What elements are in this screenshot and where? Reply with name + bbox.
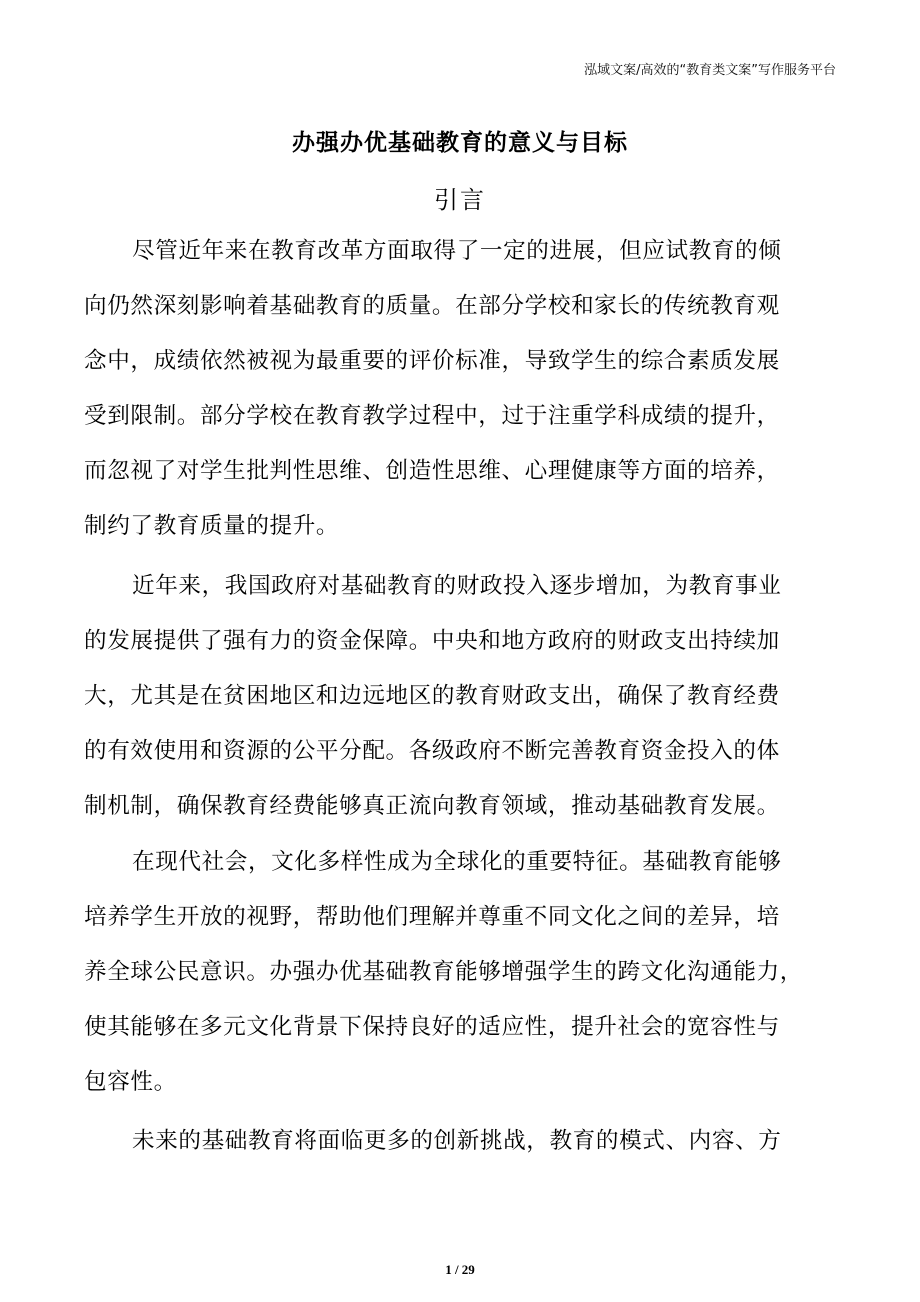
paragraph-line: 近年来，我国政府对基础教育的财政投入逐步增加，为教育事业 [132,573,782,599]
paragraph-line: 尽管近年来在教育改革方面取得了一定的进展，但应试教育的倾 [132,238,782,264]
paragraph-line: 使其能够在多元文化背景下保持良好的适应性，提升社会的宽容性与 [84,1014,780,1040]
paragraph-line: 未来的基础教育将面临更多的创新挑战，教育的模式、内容、方 [132,1128,782,1154]
paragraph-3 [84,835,844,1110]
section-heading: 引言 [434,186,486,214]
paragraph-line: 念中，成绩依然被视为最重要的评价标准，导致学生的综合素质发展 [84,348,780,374]
paragraph-line: 在现代社会，文化多样性成为全球化的重要特征。基础教育能够 [132,849,782,875]
paragraph-1 [84,224,844,554]
paragraph-line: 的有效使用和资源的公平分配。各级政府不断完善教育资金投入的体 [84,738,780,764]
document-title: 办强办优基础教育的意义与目标 [292,130,628,156]
paragraph-line: 制约了教育质量的提升。 [84,513,340,539]
paragraph-line: 包容性。 [84,1069,177,1095]
paragraph-2 [84,559,844,834]
paragraph-line: 受到限制。部分学校在教育教学过程中，过于注重学科成绩的提升， [84,403,780,429]
paragraph-line: 制机制，确保教育经费能够真正流向教育领域，推动基础教育发展。 [84,793,780,819]
paragraph-line: 而忽视了对学生批判性思维、创造性思维、心理健康等方面的培养， [84,458,780,484]
paragraph-line: 向仍然深刻影响着基础教育的质量。在部分学校和家长的传统教育观 [84,293,780,319]
paragraph-line: 养全球公民意识。办强办优基础教育能够增强学生的跨文化沟通能力， [84,959,804,985]
paragraph-line: 的发展提供了强有力的资金保障。中央和地方政府的财政支出持续加 [84,628,780,654]
paragraph-4 [84,1114,844,1169]
paragraph-line: 大，尤其是在贫困地区和边远地区的教育财政支出，确保了教育经费 [84,683,780,709]
page-indicator: 1 / 29 [445,1262,475,1277]
page-header: 泓域文案/高效的“教育类文案”写作服务平台 [584,63,836,78]
paragraph-line: 培养学生开放的视野，帮助他们理解并尊重不同文化之间的差异，培 [84,904,780,930]
